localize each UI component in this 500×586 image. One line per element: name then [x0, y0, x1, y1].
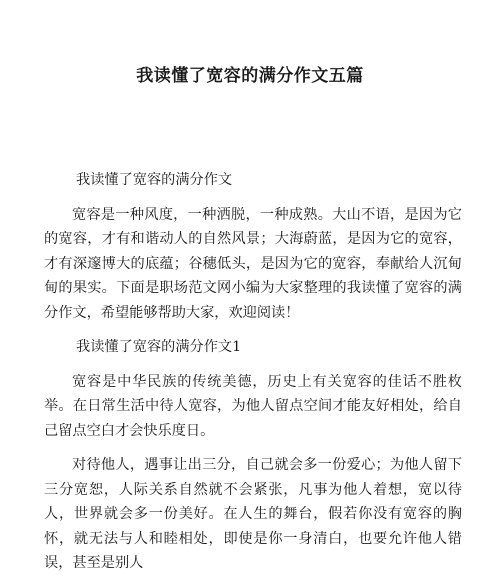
- essay-1-heading: 我读懂了宽容的满分作文1: [76, 339, 242, 355]
- essay-1-paragraph-1: 宽容是中华民族的传统美德，历史上有关宽容的佳话不胜枚举。在日常生活中待人宽容，为他人留点空间才能友好相处，给自己留点空白才会快乐度日。: [44, 373, 462, 439]
- essay-1-paragraph-2: 对待他人，遇事让出三分，自己就会多一份爱心；为他人留下三分宽恕，人际关系自然就不会紧张，凡事为他人着想，宽以待人，世界就会多一份美好。在人生的舞台，假若你没有宽容的胸怀，就无法与人和睦相处，即使是你一身清白，也要允许他人错误，甚至是别人: [44, 457, 462, 571]
- intro-heading: 我读懂了宽容的满分作文: [76, 172, 233, 188]
- document-title: 我读懂了宽容的满分作文五篇: [136, 66, 364, 86]
- intro-paragraph: 宽容是一种风度，一种洒脱，一种成熟。大山不语，是因为它的宽容，才有和谐动人的自然风景；大海蔚蓝，是因为它的宽容，才有深邃博大的底蕴；谷穗低头，是因为它的宽容，奉献给人沉甸甸的果实。下面是职场范文网小编为大家整理的我读懂了宽容的满分作文，希望能够帮助大家，欢迎阅读！: [44, 206, 462, 321]
- document-body: [44, 168, 462, 586]
